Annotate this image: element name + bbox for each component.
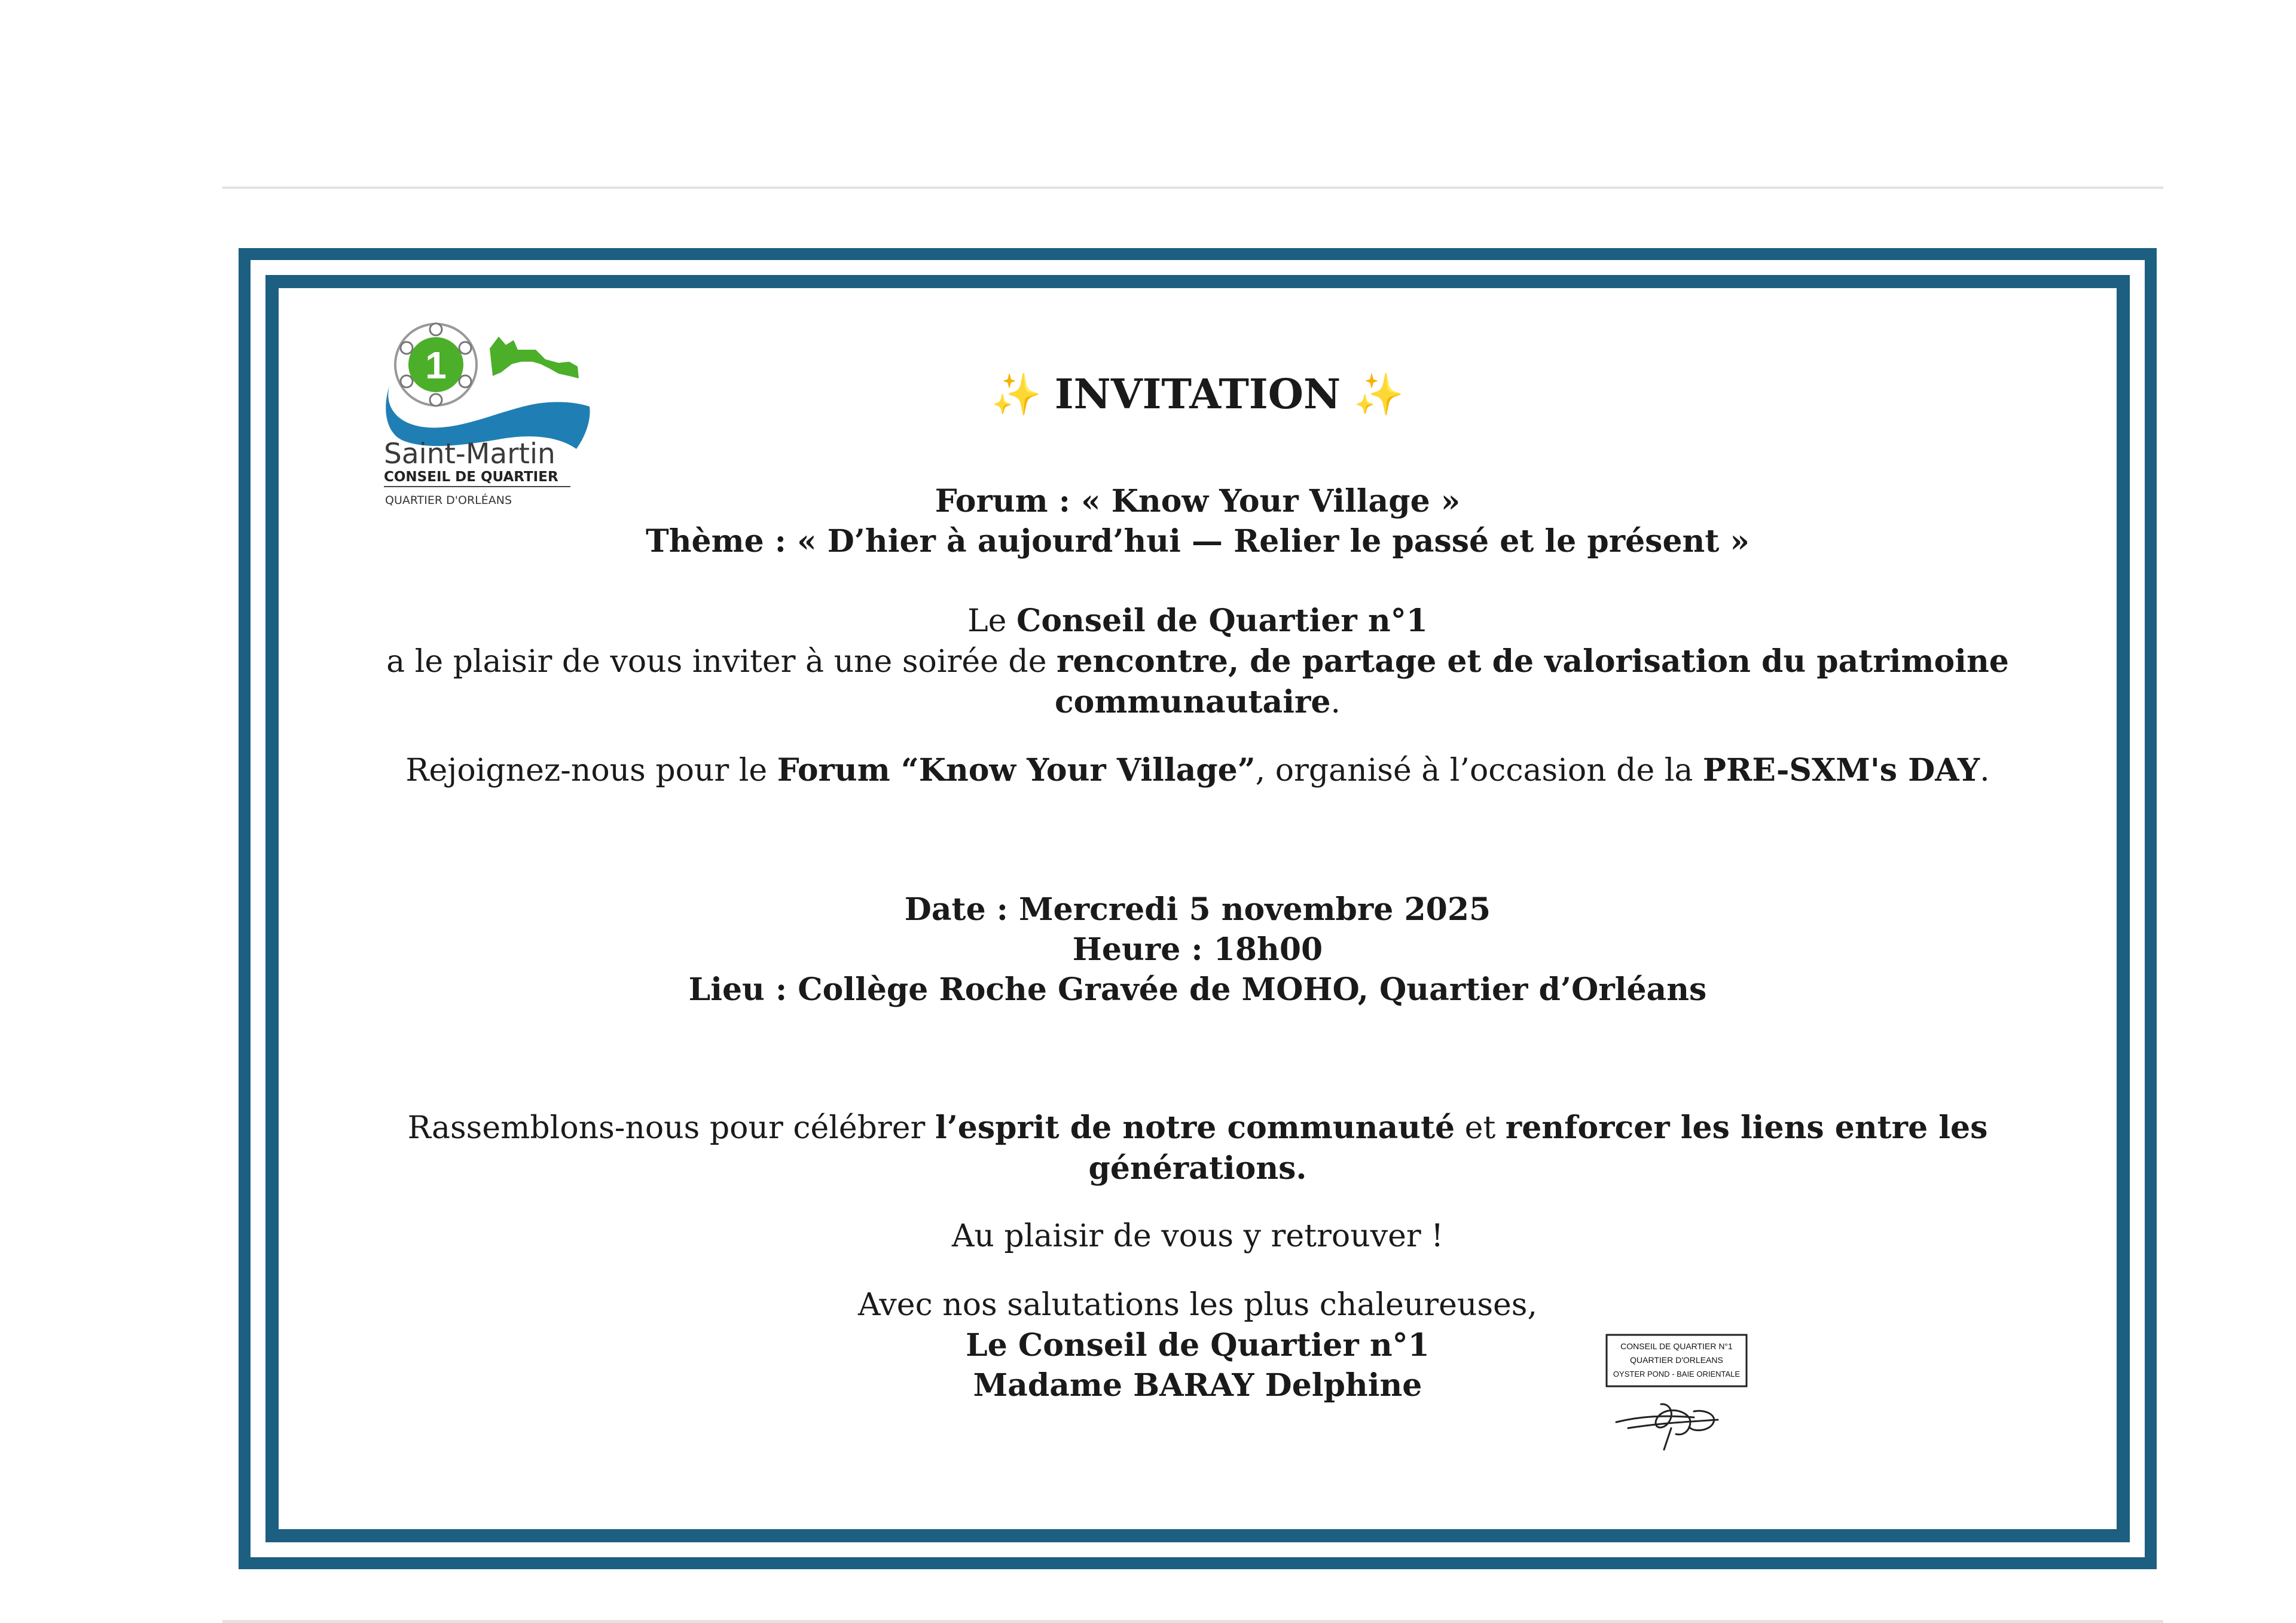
intro-rencontre: rencontre, de partage et de valorisation du patrimoine communautaire [1055, 643, 2009, 720]
salutation-line: Avec nos salutations les plus chaleureuses, [857, 1287, 1538, 1323]
badge-number: 1 [425, 344, 447, 387]
gather-paragraph [382, 1108, 2013, 1189]
intro-le: Le [967, 603, 1016, 639]
theme-line: Thème : « D’hier à aujourd’hui — Relier le passé et le présent » [646, 523, 1750, 560]
join-mid: , organisé à l’occasion de la [1255, 753, 1703, 788]
event-location: Lieu : Collège Roche Gravée de MOHO, Quartier d’Orléans [688, 971, 1707, 1008]
top-divider [222, 187, 2163, 189]
stamp-line-1: CONSEIL DE QUARTIER N°1 [1620, 1341, 1733, 1351]
forum-heading [239, 481, 2157, 561]
join-paragraph [239, 750, 2157, 791]
forum-line: Forum : « Know Your Village » [935, 483, 1461, 519]
handwritten-signature [1616, 1404, 1718, 1450]
closing-line: Au plaisir de vous y retrouver ! [951, 1218, 1444, 1254]
intro-plaisir: a le plaisir de vous inviter à une soirée de [386, 644, 1057, 680]
intro-period: . [1330, 684, 1341, 720]
logo-subtitle: CONSEIL DE QUARTIER [384, 469, 558, 485]
invitation-title [239, 368, 2157, 422]
join-day: PRE-SXM's DAY [1702, 752, 1980, 788]
bottom-divider [222, 1620, 2163, 1623]
sparkle-icon: ✨ [1353, 371, 1405, 418]
event-details [239, 890, 2157, 1010]
intro-paragraph [370, 601, 2025, 723]
event-time: Heure : 18h00 [1072, 931, 1323, 968]
title-text: INVITATION [1054, 371, 1341, 418]
stamp-line-3: OYSTER POND - BAIE ORIENTALE [1613, 1370, 1741, 1379]
event-date: Date : Mercredi 5 novembre 2025 [904, 891, 1491, 928]
sparkle-icon: ✨ [991, 371, 1042, 418]
logo-name: Saint-Martin [384, 438, 555, 470]
gather-esprit: l’esprit de notre communauté [935, 1109, 1455, 1146]
official-stamp [1604, 1332, 1749, 1455]
join-pre: Rejoignez-nous pour le [405, 753, 777, 788]
join-forum: Forum “Know Your Village” [777, 752, 1256, 788]
invitation-card [239, 248, 2157, 1569]
intro-conseil: Conseil de Quartier n°1 [1016, 603, 1428, 639]
logo-district: QUARTIER D'ORLÉANS [385, 494, 512, 507]
gather-renforcer: renforcer les liens entre les générations. [1088, 1109, 1988, 1187]
join-end: . [1980, 753, 1990, 788]
gather-pre: Rassemblons-nous pour célébrer [407, 1110, 935, 1146]
signatory-org: Le Conseil de Quartier n°1 [966, 1327, 1430, 1364]
signatory-person: Madame BARAY Delphine [973, 1367, 1422, 1404]
stamp-line-2: QUARTIER D'ORLEANS [1630, 1355, 1723, 1365]
signature-block [239, 1285, 2157, 1405]
gather-et: et [1455, 1110, 1506, 1146]
